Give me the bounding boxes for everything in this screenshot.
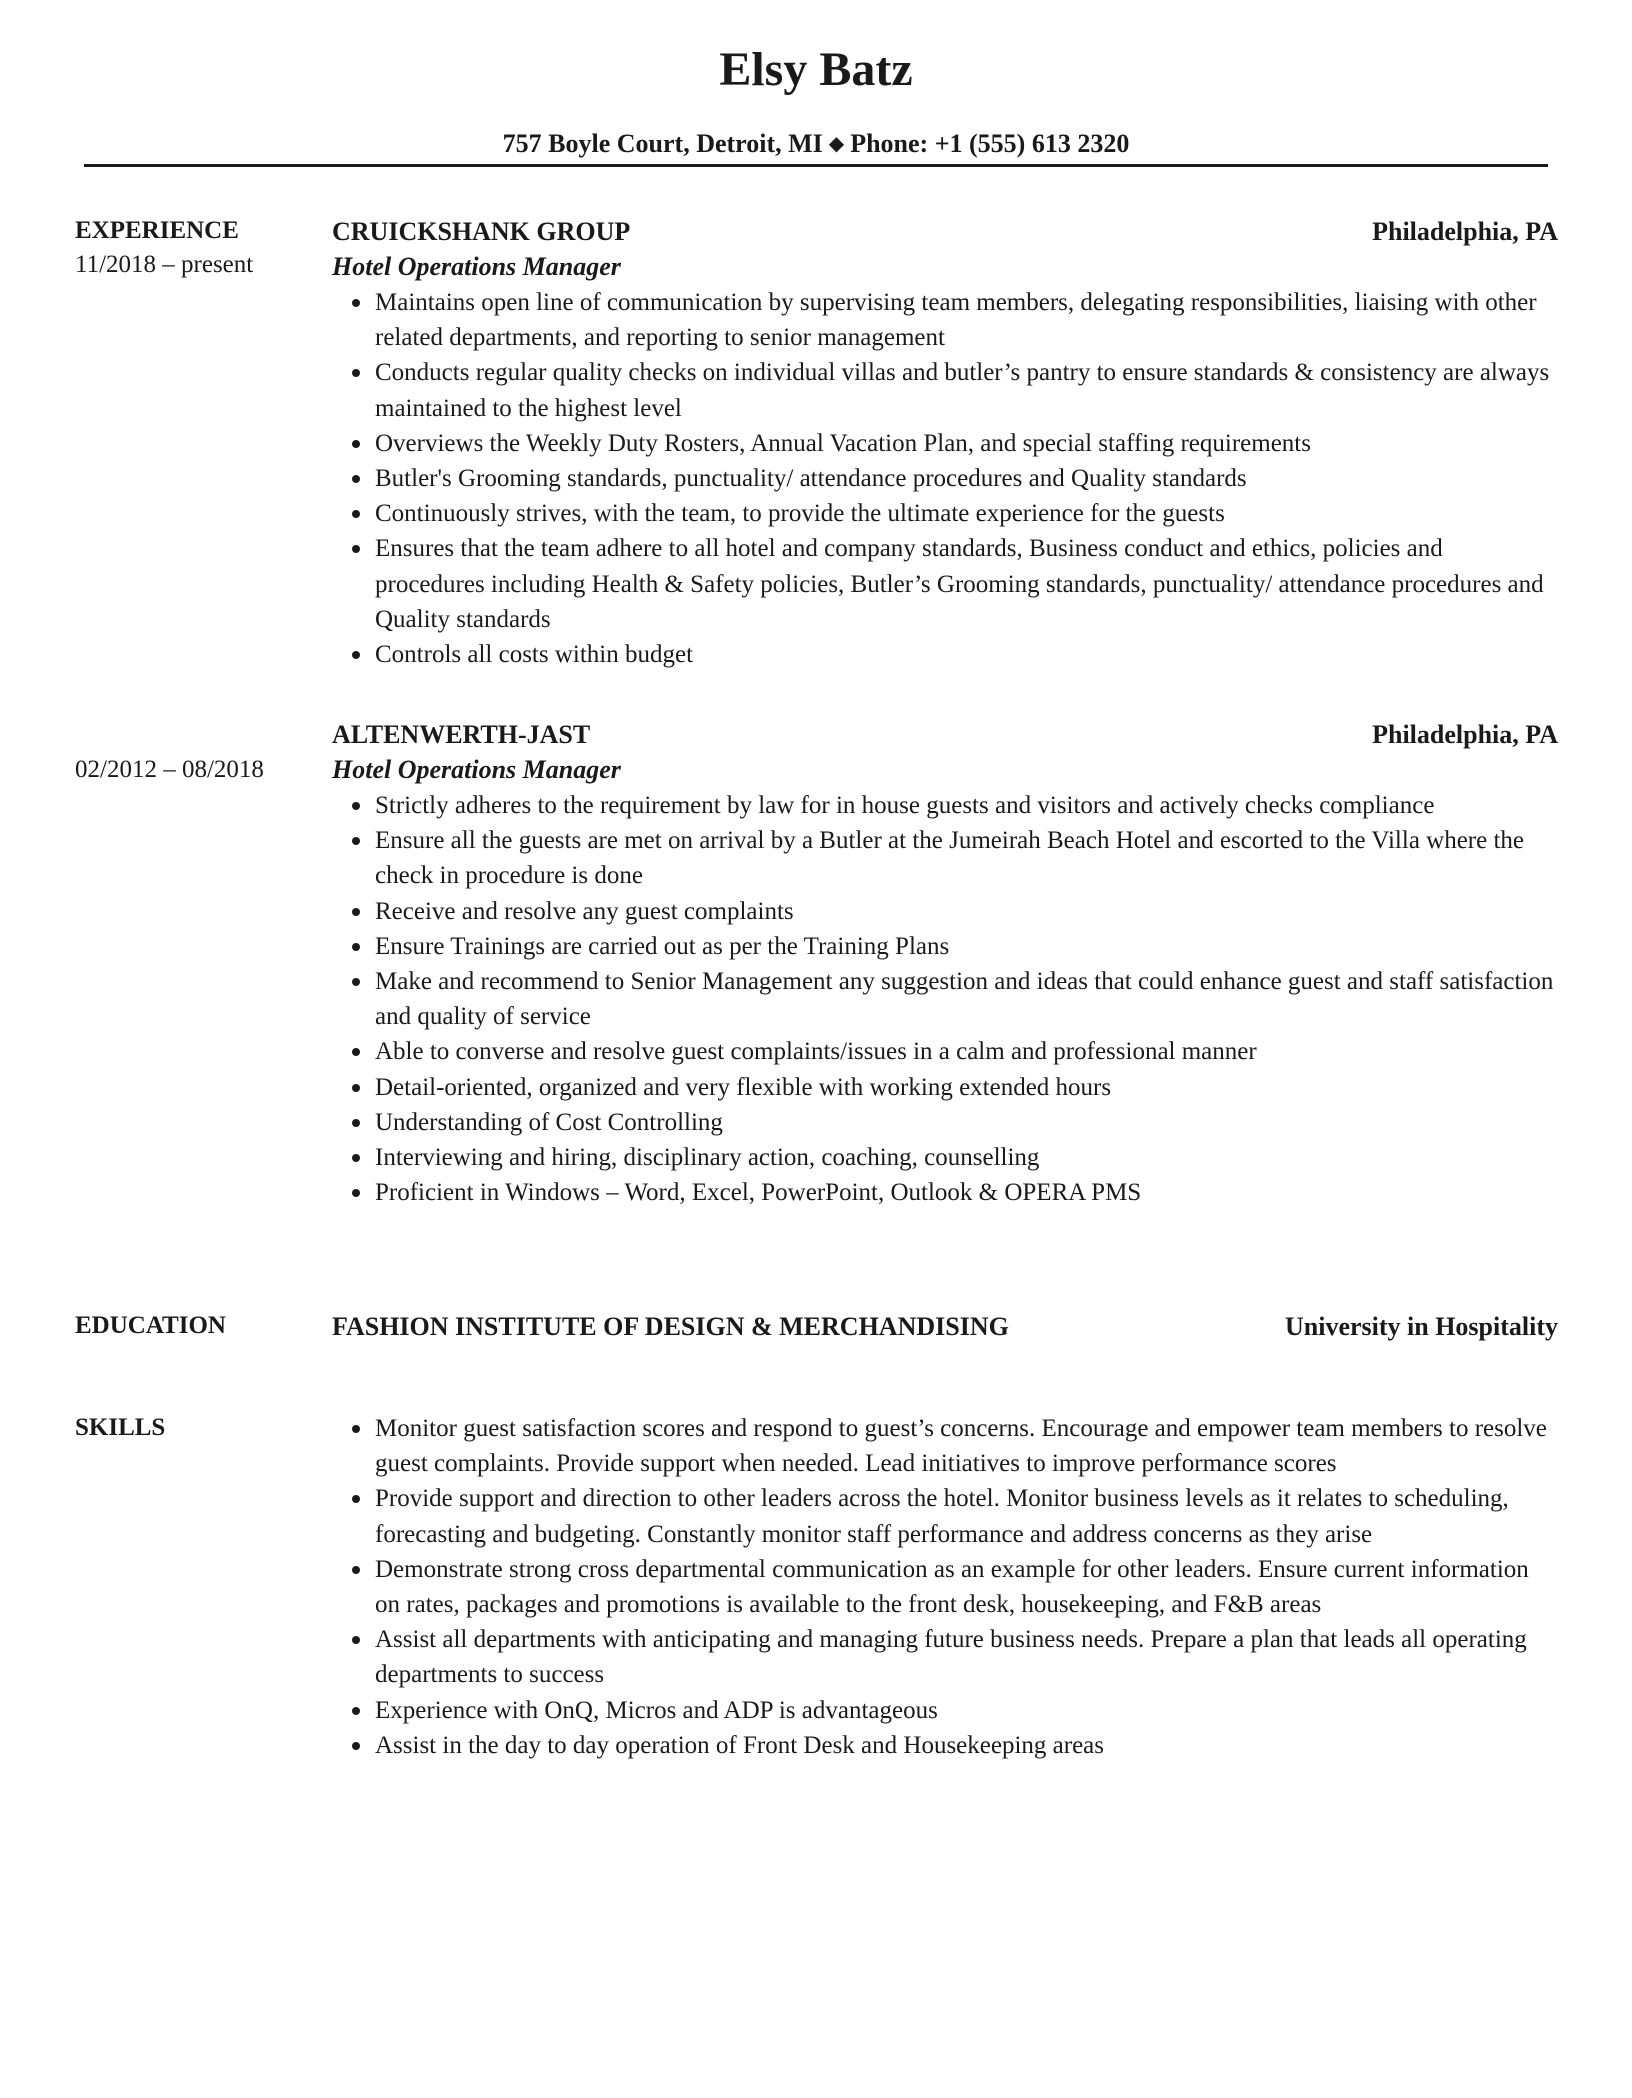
list-item: Butler's Grooming standards, punctuality/ attendance procedures and Quality standards [332,461,1558,496]
job-2-company: ALTENWERTH-JAST [332,720,591,749]
candidate-name: Elsy Batz [719,43,913,96]
list-item: Strictly adheres to the requirement by law for in house guests and visitors and actively checks compliance [332,788,1558,823]
address: 757 Boyle Court, Detroit, MI [502,129,823,158]
list-item: Overviews the Weekly Duty Rosters, Annual Vacation Plan, and special staffing requirements [332,426,1558,461]
list-item: Demonstrate strong cross departmental communication as an example for other leaders. Ensure current information on rates, packages and promotions is available to the front desk, housekeeping, and F&B areas [332,1552,1558,1622]
list-item: Ensure Trainings are carried out as per the Training Plans [332,929,1558,964]
list-item: Experience with OnQ, Micros and ADP is advantageous [332,1693,1558,1728]
job-1-company: CRUICKSHANK GROUP [332,217,631,246]
education-entry [332,1310,1558,1344]
list-item: Monitor guest satisfaction scores and respond to guest’s concerns. Encourage and empower team members to resolve guest complaints. Provide support when needed. Lead initiatives to improve performance scores [332,1411,1558,1481]
list-item: Receive and resolve any guest complaints [332,894,1558,929]
job-1 [332,215,1558,672]
job-2 [332,718,1558,1210]
job-2-bullets [332,788,1558,1210]
job-1-location: Philadelphia, PA [1372,217,1558,246]
education-heading: EDUCATION [75,1312,226,1339]
list-item: Continuously strives, with the team, to provide the ultimate experience for the guests [332,496,1558,531]
experience-heading: EXPERIENCE [75,217,239,244]
header-divider [84,164,1548,167]
list-item: Ensures that the team adhere to all hotel and company standards, Business conduct and ethics, policies and procedures including Health & Safety policies, Butler’s Grooming standards, punctuality/ attendance procedures and Quality standards [332,531,1558,637]
list-item: Assist all departments with anticipating and managing future business needs. Prepare a plan that leads all operating departments to success [332,1622,1558,1692]
job-2-title: Hotel Operations Manager [332,755,621,784]
job-1-title: Hotel Operations Manager [332,252,621,281]
list-item: Proficient in Windows – Word, Excel, PowerPoint, Outlook & OPERA PMS [332,1175,1558,1210]
job-1-dates: 11/2018 – present [75,251,254,278]
list-item: Understanding of Cost Controlling [332,1105,1558,1140]
education-header [332,1310,1558,1344]
degree: University in Hospitality [1284,1312,1558,1341]
list-item: Able to converse and resolve guest complaints/issues in a calm and professional manner [332,1034,1558,1069]
job-2-dates: 02/2012 – 08/2018 [75,756,264,783]
list-item: Conducts regular quality checks on individual villas and butler’s pantry to ensure standards & consistency are always maintained to the highest level [332,355,1558,425]
skills-section [332,1411,1558,1763]
contact-line [0,126,1632,162]
job-2-header [332,718,1558,752]
diamond-separator-icon: ◆ [828,133,845,155]
skills-bullets [332,1411,1558,1763]
list-item: Assist in the day to day operation of Front Desk and Housekeeping areas [332,1728,1558,1763]
job-2-location: Philadelphia, PA [1372,720,1558,749]
list-item: Ensure all the guests are met on arrival by a Butler at the Jumeirah Beach Hotel and escorted to the Villa where the check in procedure is done [332,823,1558,893]
list-item: Maintains open line of communication by supervising team members, delegating responsibilities, liaising with other related departments, and reporting to senior management [332,285,1558,355]
list-item: Provide support and direction to other leaders across the hotel. Monitor business levels as it relates to scheduling, forecasting and budgeting. Constantly monitor staff performance and address concerns as they arise [332,1481,1558,1551]
list-item: Interviewing and hiring, disciplinary action, coaching, counselling [332,1140,1558,1175]
job-1-header [332,215,1558,249]
job-1-bullets [332,285,1558,672]
phone: Phone: +1 (555) 613 2320 [850,129,1130,158]
list-item: Make and recommend to Senior Management any suggestion and ideas that could enhance guest and staff satisfaction and quality of service [332,964,1558,1034]
list-item: Detail-oriented, organized and very flexible with working extended hours [332,1070,1558,1105]
school-name: FASHION INSTITUTE OF DESIGN & MERCHANDISING [332,1312,1009,1341]
skills-heading: SKILLS [75,1414,166,1441]
list-item: Controls all costs within budget [332,637,1558,672]
